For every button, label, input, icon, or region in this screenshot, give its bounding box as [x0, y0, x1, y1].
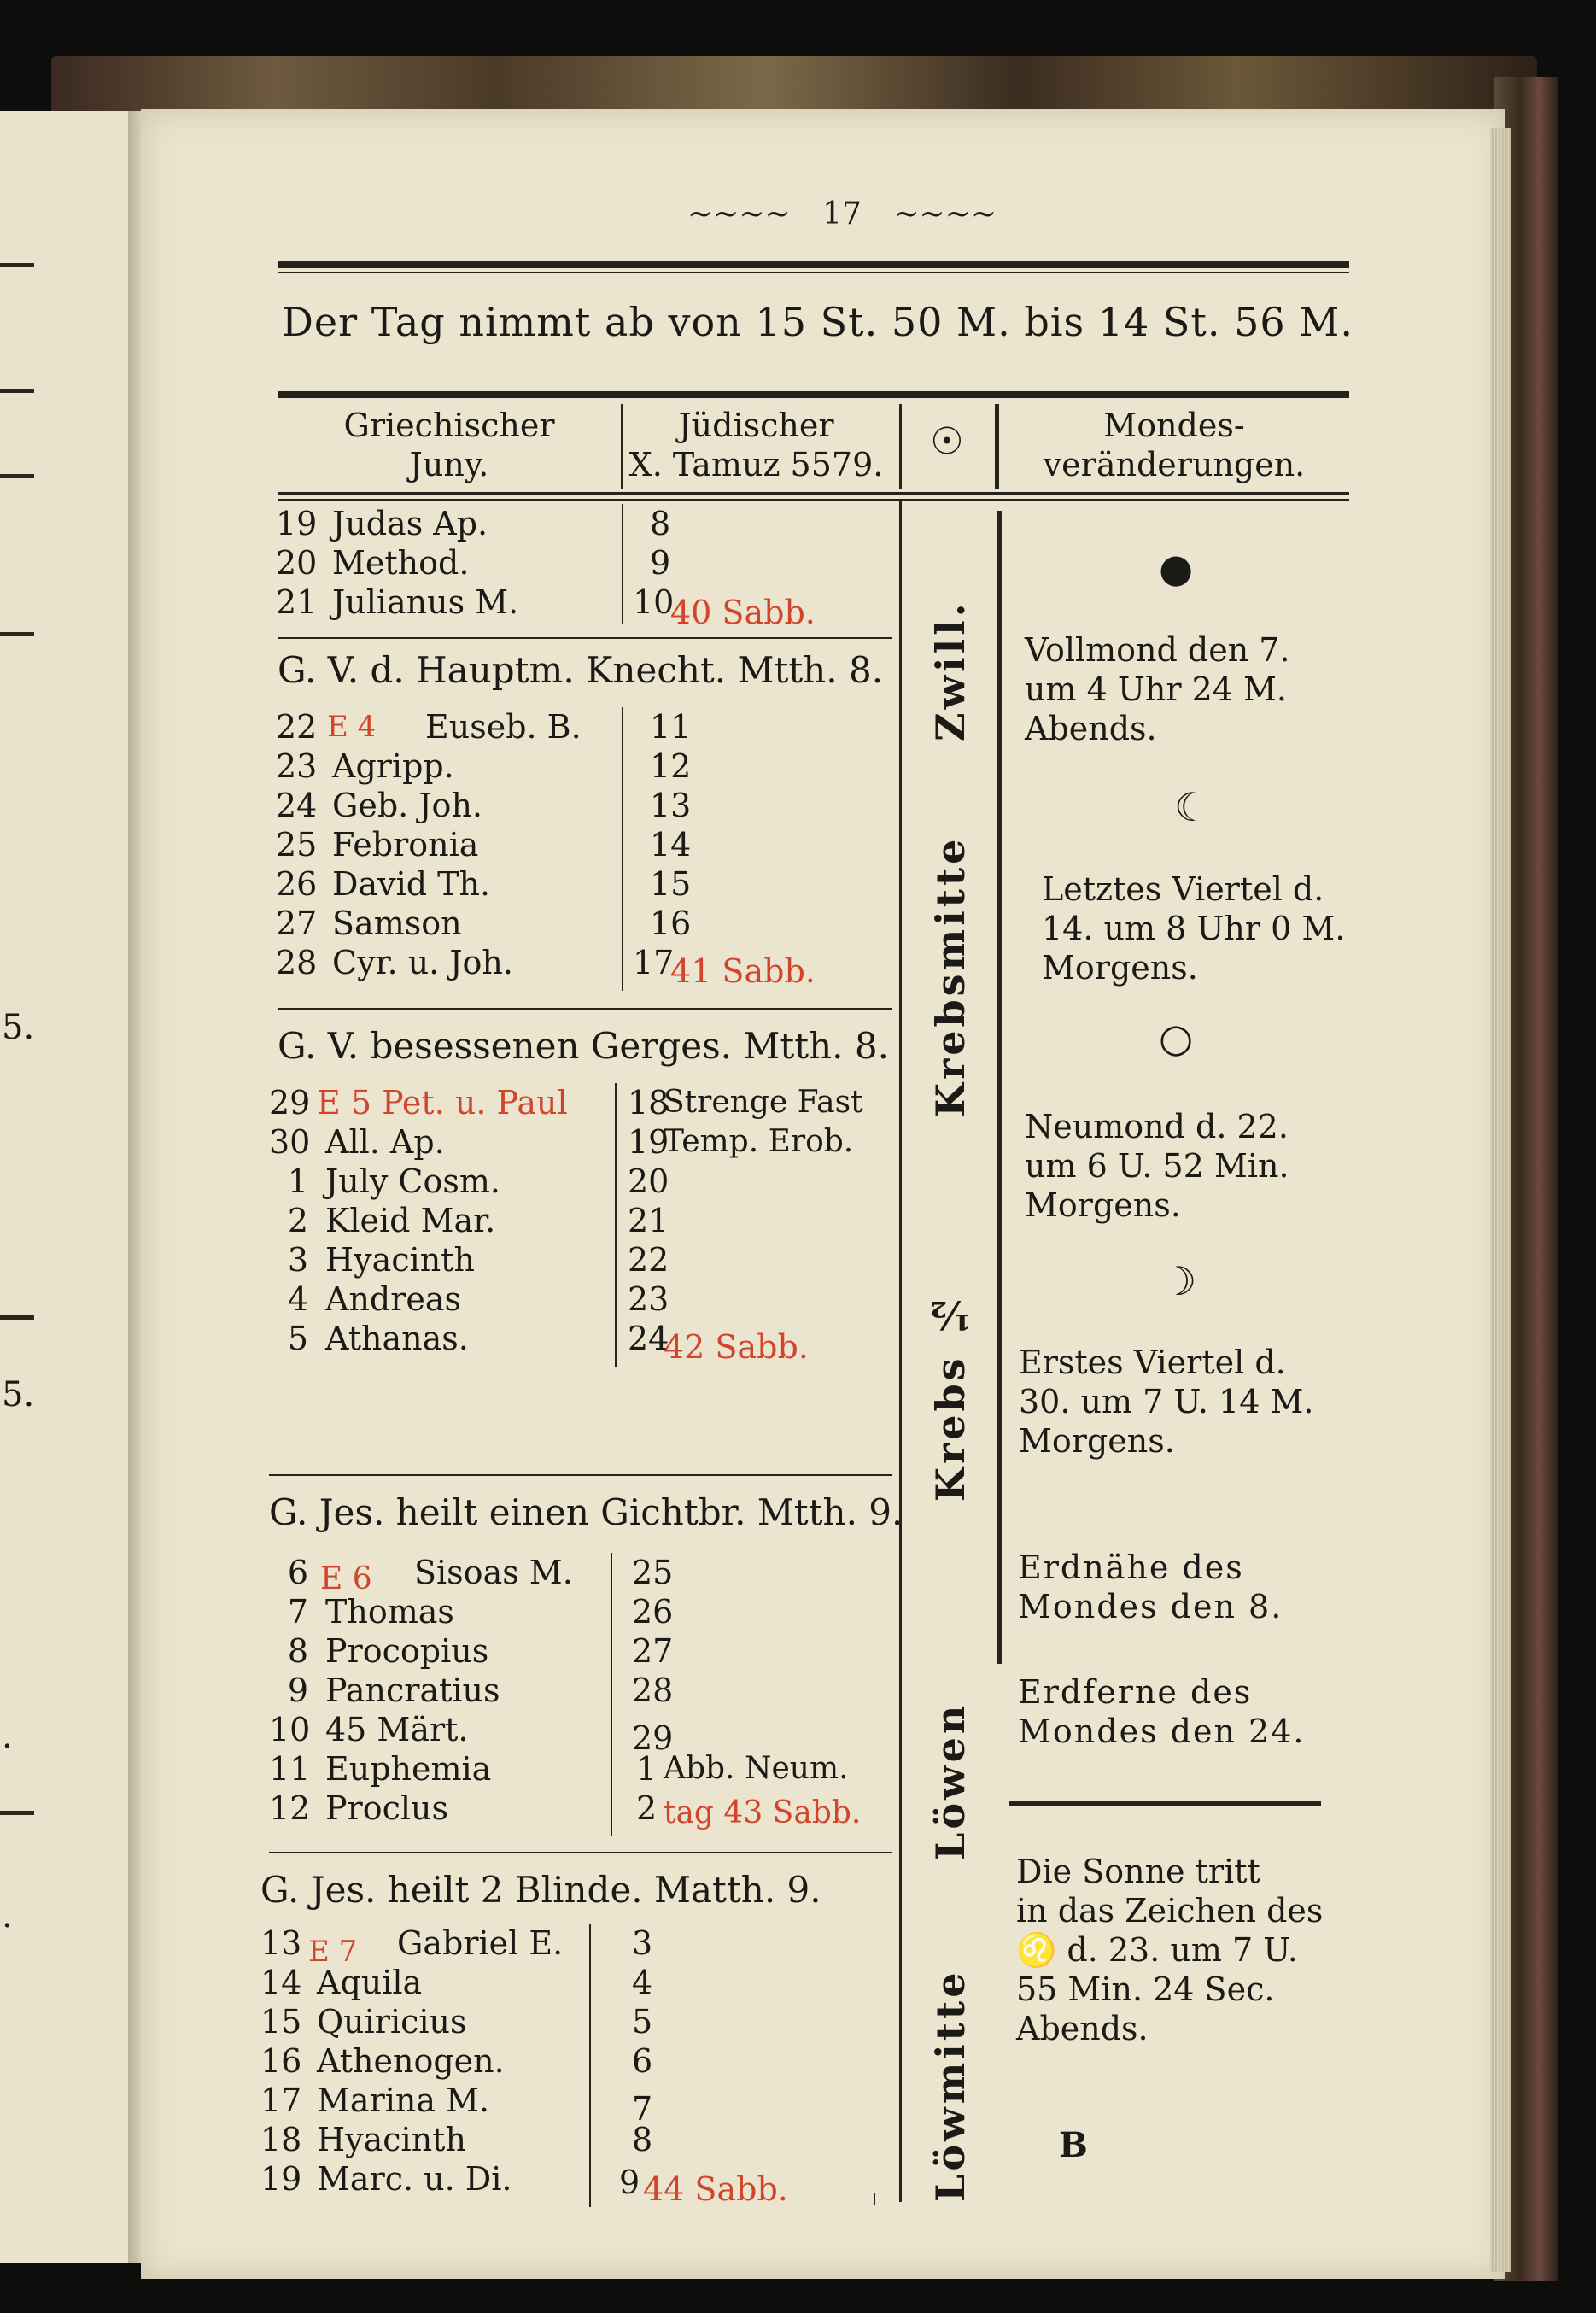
header-ornament-right: ~~~~ [893, 196, 997, 231]
zodiac-leo-mid: Löwmitte [927, 1969, 973, 2202]
rule-under-header [278, 492, 1349, 495]
header-moon-line1: Mondes- [1103, 407, 1245, 444]
sun-column-left-rule [899, 501, 902, 2202]
signature-mark: B [1059, 2125, 1088, 2165]
table-row: 19 Marc. u. Di. 9 44 Sabb. [260, 2160, 788, 2208]
rule-under-header-thin [278, 499, 1349, 501]
table-row: 15 Quiricius 5 [260, 2003, 653, 2041]
week-2-block [276, 707, 891, 991]
table-row: 7 Thomas 26 [287, 1593, 674, 1631]
full-moon-icon: ● [1159, 545, 1194, 591]
rule-header [278, 391, 1349, 398]
table-row: 1 July Cosm. 20 [287, 1162, 669, 1200]
week-3-block [269, 1083, 892, 1367]
new-moon-icon: ○ [1159, 1015, 1194, 1061]
sun-column-right-rule [997, 511, 1002, 1664]
week-5-block [260, 1924, 892, 2207]
zodiac-twins: Zwill. [927, 600, 973, 741]
table-row: 24 Geb. Joh. 13 [276, 787, 692, 824]
zodiac-leo: Löwen [927, 1701, 973, 1860]
table-row: 3 Hyacinth 22 [287, 1241, 669, 1279]
week-5-heading: G. Jes. heilt 2 Blinde. Matth. 9. [260, 1869, 821, 1911]
table-row: 18 Hyacinth 8 [260, 2121, 653, 2158]
moon-phase-last-quarter: Letztes Viertel d. 14. um 8 Uhr 0 M. Morgens. [1042, 870, 1346, 987]
sun-symbol-icon: ☉ [927, 423, 971, 458]
moon-phase-full: Vollmond den 7. um 4 Uhr 24 M. Abends. [1025, 631, 1290, 747]
last-quarter-icon: ☾ [1174, 784, 1210, 830]
table-row: 25 Febronia 14 [276, 826, 692, 864]
table-row: 27 Samson 16 [276, 905, 692, 942]
table-row: 26 David Th. 15 [276, 865, 692, 903]
header-divider-3 [995, 404, 999, 489]
header-greek-line2: Juny. [409, 446, 489, 483]
header-jewish [626, 406, 886, 484]
apogee-note: Erdferne des Mondes den 24. [1018, 1673, 1306, 1750]
table-row: 14 Aquila 4 [260, 1964, 653, 2001]
table-row: 6 E 6 Sisoas M. 25 [287, 1554, 674, 1596]
table-row: 22 E 4 Euseb. B. 11 [276, 708, 692, 746]
table-row: 13 E 7 Gabriel E. 3 [260, 1924, 653, 1969]
rule-top [278, 261, 1349, 268]
table-row: 23 Agripp. 12 [276, 747, 692, 785]
table-row: 29 E 5 Pet. u. Paul 18 Strenge Fast [269, 1084, 863, 1121]
table-row: 5 Athanas. 24 42 Sabb. [287, 1320, 809, 1366]
sun-enters-note: Die Sonne tritt in das Zeichen des ♌ d. 23. um 7 U. 55 Min. 24 Sec. Abends. [1016, 1853, 1324, 2047]
table-row: 30 All. Ap. 19 Temp. Erob. [269, 1123, 854, 1161]
book-cover-top [51, 56, 1537, 116]
page-header [687, 196, 997, 231]
table-row: 28 Cyr. u. Joh. 17 41 Sabb. [276, 944, 816, 990]
week-4-block [269, 1553, 892, 1836]
table-row: 11 Euphemia 1 Abb. Neum. [269, 1750, 849, 1788]
header-jewish-line1: Jüdischer [678, 407, 834, 444]
header-greek-line1: Griechischer [343, 407, 555, 444]
left-page-edge: 5. 5. . . [0, 111, 141, 2263]
table-row: 19 Judas Ap. 8 [276, 505, 671, 542]
table-row: 2 Kleid Mar. 21 [287, 1202, 669, 1239]
page-edges [1490, 128, 1511, 2272]
table-row: 21 Julianus M. 10 40 Sabb. [276, 583, 816, 631]
header-divider-1 [621, 404, 623, 489]
table-row: 17 Marina M. 7 [260, 2082, 653, 2128]
perigee-note: Erdnähe des Mondes den 8. [1018, 1549, 1283, 1625]
table-row: 10 45 Märt. 29 [269, 1711, 674, 1757]
header-divider-2 [899, 404, 902, 489]
moon-phase-new: Neumond d. 22. um 6 U. 52 Min. Morgens. [1025, 1108, 1289, 1224]
day-length-title: Der Tag nimmt ab von 15 St. 50 M. bis 14 St. 56 M. [282, 299, 1353, 345]
almanac-page [141, 109, 1505, 2279]
header-jewish-line2: X. Tamuz 5579. [628, 446, 884, 483]
week-1-block [276, 504, 891, 631]
page-number: 17 [822, 196, 862, 231]
first-quarter-icon: ☽ [1161, 1258, 1197, 1304]
week-4-heading: G. Jes. heilt einen Gichtbr. Mtth. 9. [269, 1491, 903, 1533]
header-moon [1003, 406, 1345, 484]
table-row: 20 Method. 9 [276, 544, 671, 582]
table-row: 9 Pancratius 28 [287, 1672, 674, 1709]
week-2-heading: G. V. d. Hauptm. Knecht. Mtth. 8. [278, 649, 884, 691]
zodiac-cancer-half: Krebs ½ [927, 1288, 973, 1502]
header-moon-line2: veränderungen. [1043, 446, 1306, 483]
zodiac-cancer: Krebsmitte [927, 835, 973, 1117]
table-row: 12 Proclus 2 tag 43 Sabb. [269, 1789, 862, 1830]
week-3-heading: G. V. besessenen Gerges. Mtth. 8. [278, 1025, 889, 1067]
rule-sun-entry [1009, 1801, 1321, 1806]
table-row: 16 Athenogen. 6 [260, 2042, 653, 2080]
table-row: 4 Andreas 23 [287, 1280, 669, 1318]
header-ornament-left: ~~~~ [687, 196, 791, 231]
moon-phase-first-quarter: Erstes Viertel d. 30. um 7 U. 14 M. Morgens. [1019, 1344, 1314, 1460]
table-row: 8 Procopius 27 [287, 1632, 674, 1670]
header-greek [282, 406, 617, 484]
rule-top-thin [278, 272, 1349, 273]
